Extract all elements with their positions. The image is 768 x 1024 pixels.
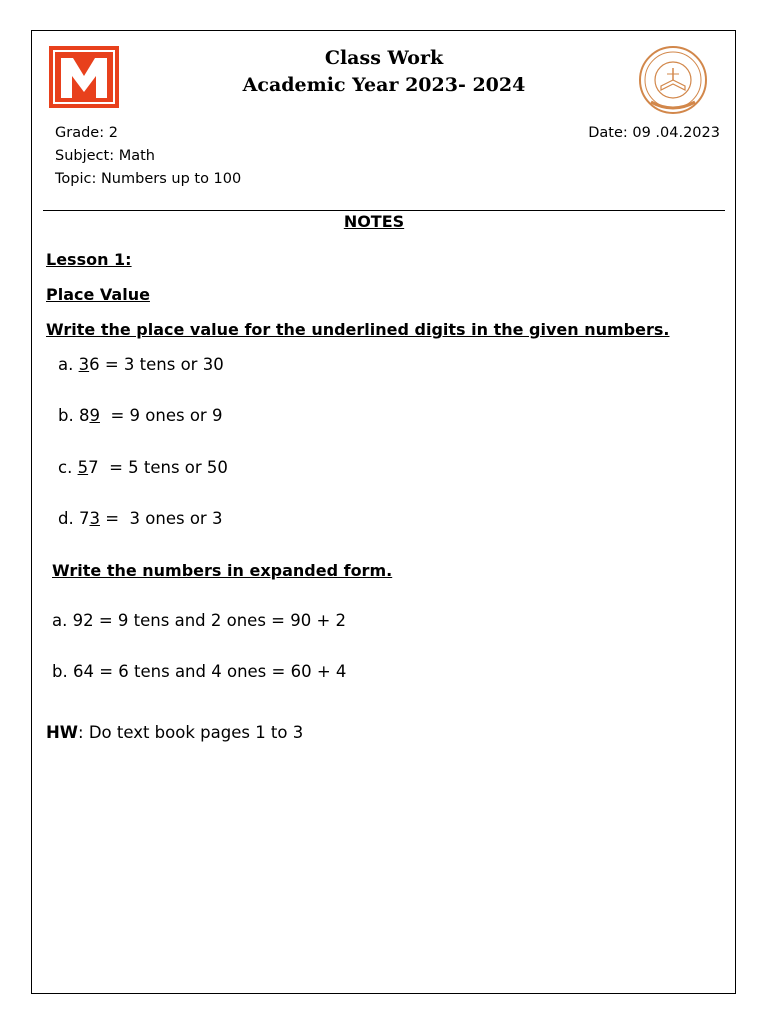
item-answer: 6 = 3 tens or 30 [89,355,224,374]
header-divider [43,210,725,211]
section-heading: Place Value [46,285,150,304]
item-label: b. [52,662,68,681]
expanded-form-instruction: Write the numbers in expanded form. [52,561,393,580]
item-label: a. [52,611,68,630]
item-label: a. [58,355,74,374]
worksheet-title: Class Work [324,47,444,69]
subject-text: Subject: Math [55,148,155,164]
homework-label: HW [46,723,79,742]
underlined-digit: 5 [77,458,89,477]
homework-text: : Do text book pages 1 to 3 [78,723,304,742]
expanded-item [52,662,346,681]
item-answer: 7 = 5 tens or 50 [88,458,228,477]
place-value-item [58,355,224,374]
underlined-digit: 3 [78,355,90,374]
place-value-item [58,509,222,528]
item-answer: = 9 ones or 9 [99,406,223,425]
item-answer: 64 = 6 tens and 4 ones = 60 + 4 [72,662,347,681]
topic-text: Topic: Numbers up to 100 [55,171,242,187]
academic-year-title: Academic Year 2023- 2024 [242,74,526,96]
expanded-item [52,611,346,630]
place-value-item [58,406,222,425]
date-text: Date: 09 .04.2023 [588,125,720,141]
lesson-heading: Lesson 1: [46,250,132,269]
item-label: b. [58,406,74,425]
place-value-instruction: Write the place value for the underlined digits in the given numbers. [46,320,670,339]
notes-heading: NOTES [343,212,405,231]
item-pre: 8 [78,406,90,425]
underlined-digit: 9 [89,406,100,425]
underlined-digit: 3 [89,509,100,528]
item-answer: = 3 ones or 3 [99,509,223,528]
item-pre: 7 [78,509,90,528]
place-value-item [58,458,228,477]
item-label: c. [58,458,73,477]
item-answer: 92 = 9 tens and 2 ones = 90 + 2 [72,611,347,630]
homework-line [46,723,303,742]
grade-text: Grade: 2 [55,125,118,141]
item-label: d. [58,509,74,528]
